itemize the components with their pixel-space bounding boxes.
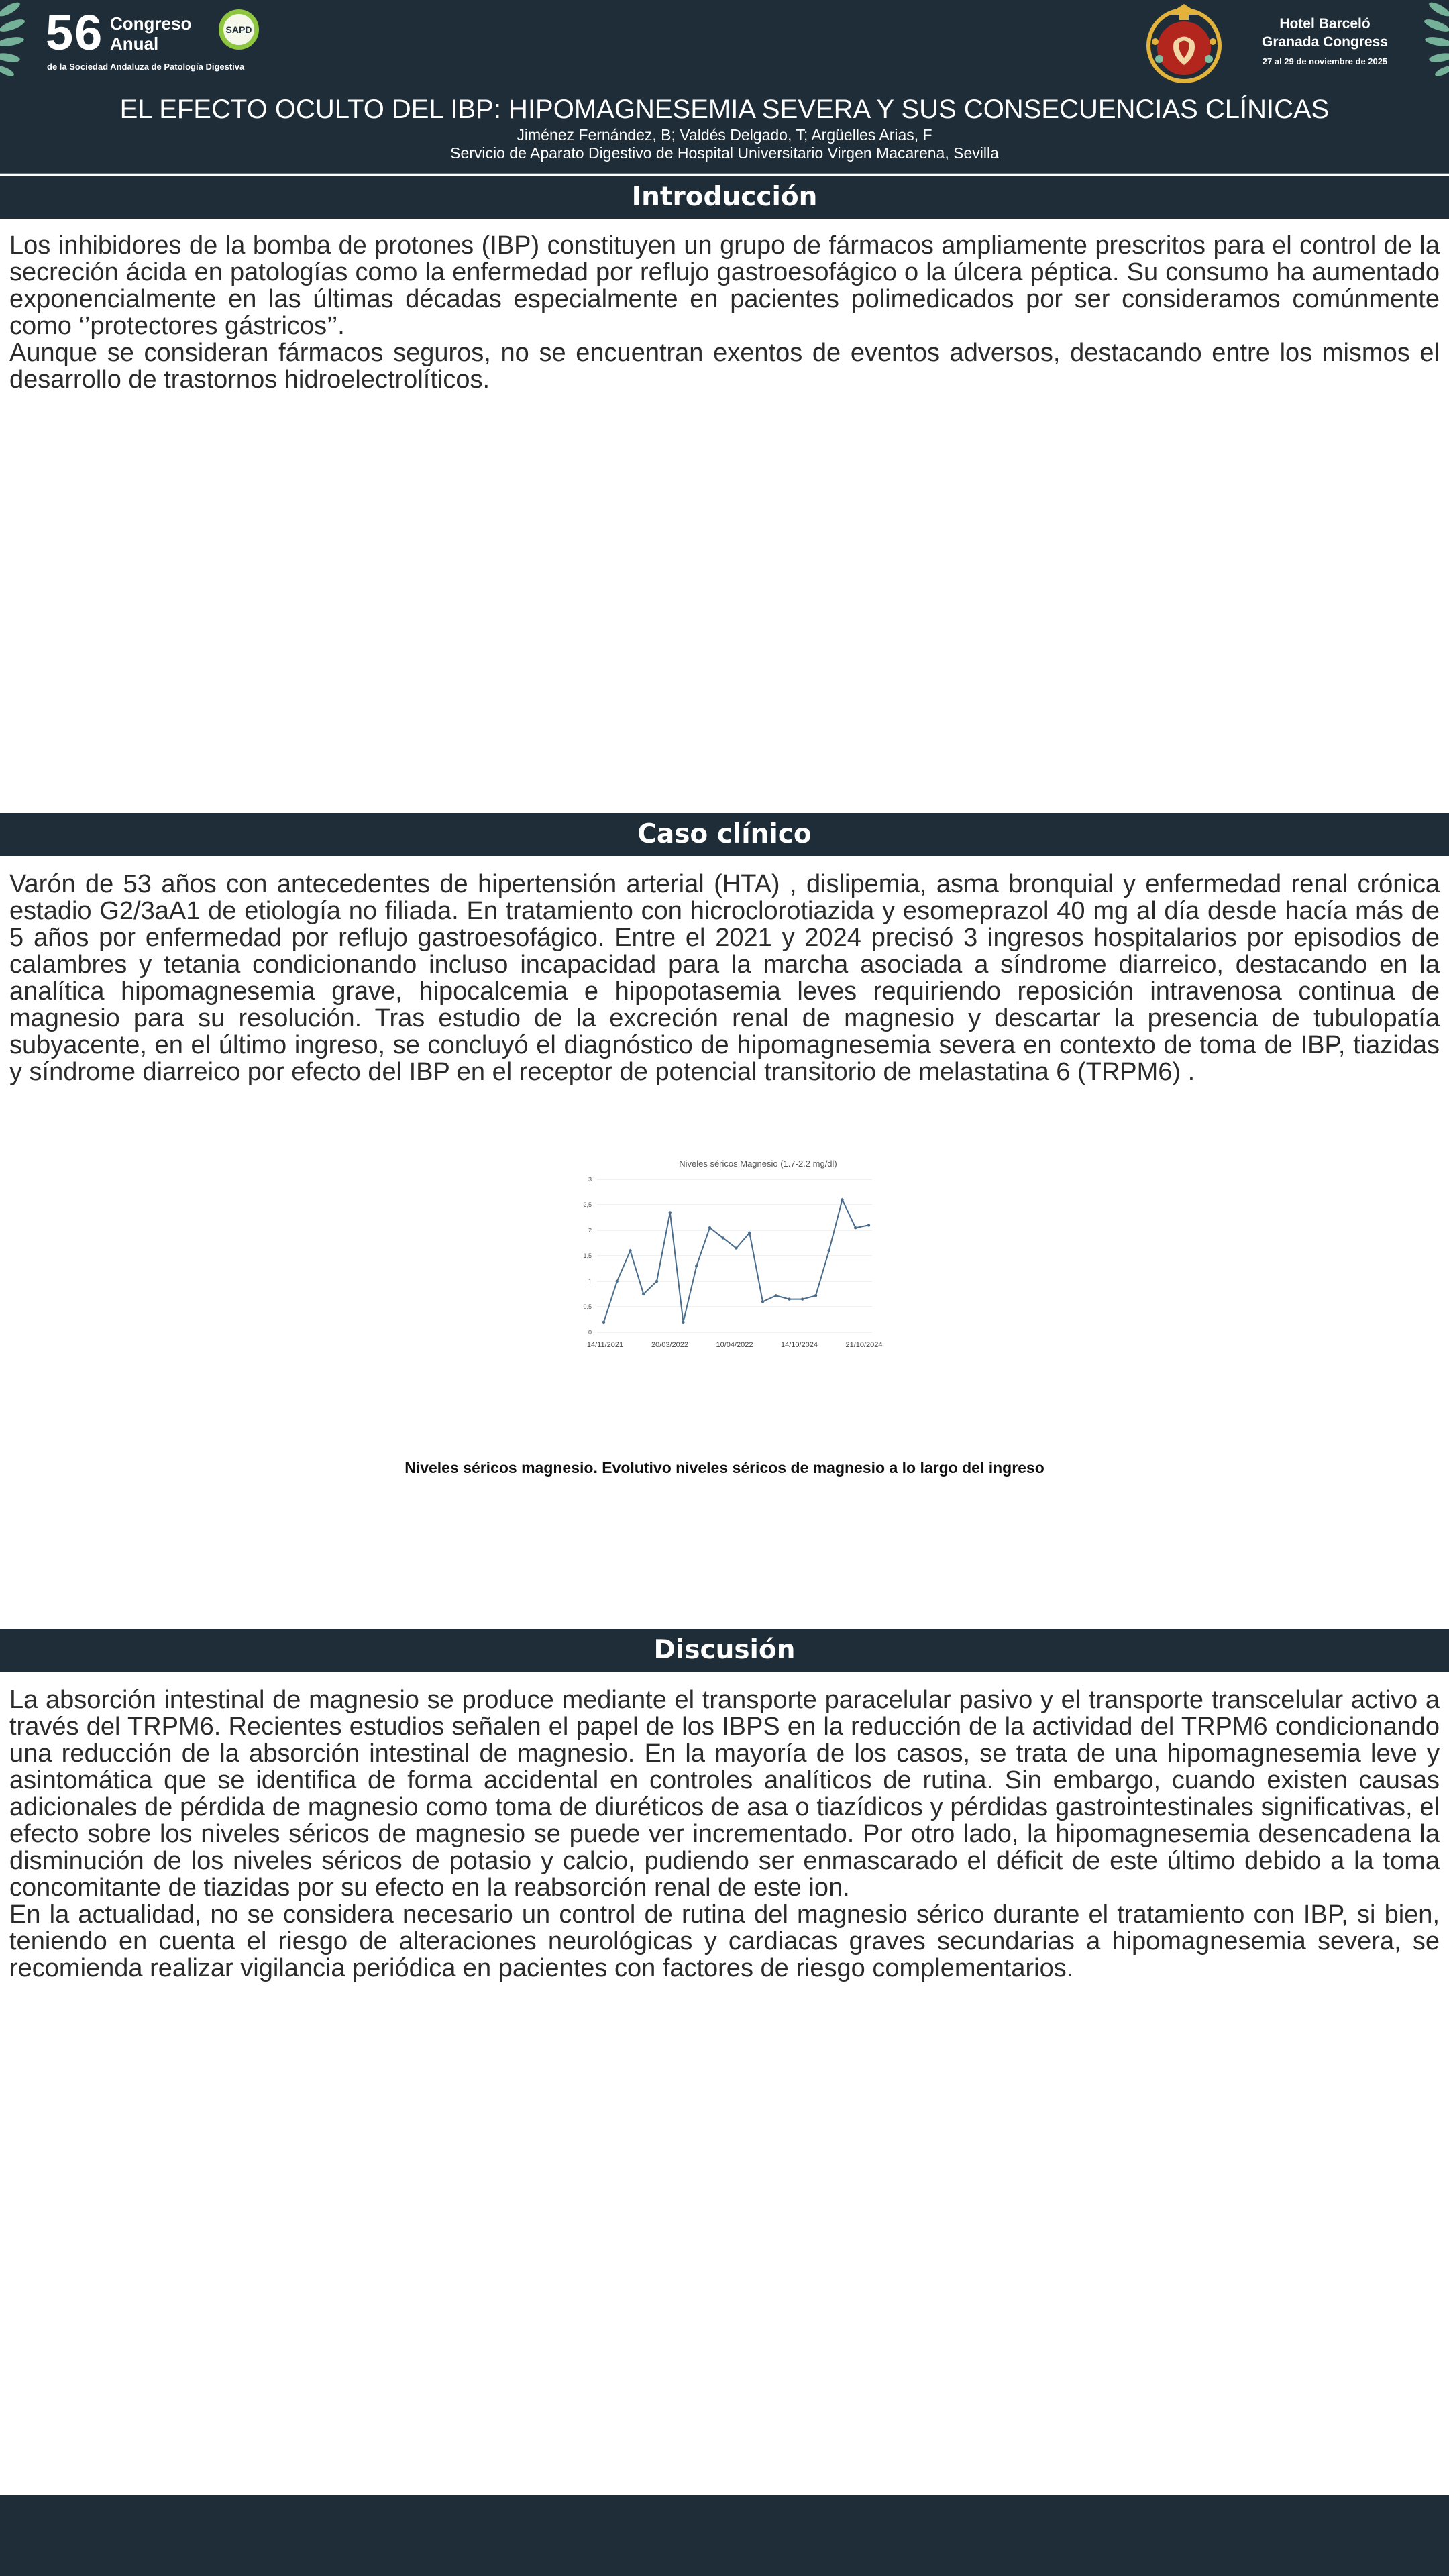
chart-series-line <box>604 1199 869 1322</box>
congress-number: 56 <box>46 5 104 60</box>
discussion-text <box>9 1686 1440 1982</box>
chart-x-tick-label: 14/11/2021 <box>586 1341 624 1349</box>
chart-x-tick-label: 14/10/2024 <box>780 1341 818 1349</box>
chart-y-tick-label: 0,5 <box>583 1303 592 1310</box>
congress-logo <box>46 5 287 72</box>
chart-data-point <box>602 1321 605 1324</box>
pomegranate-emblem-icon <box>1140 1 1228 86</box>
magnesium-chart-svg <box>570 1152 883 1354</box>
chart-data-point <box>788 1297 790 1300</box>
society-name: de la Sociedad Andaluza de Patología Digestiva <box>47 62 245 72</box>
sapd-badge-icon <box>217 8 260 51</box>
magnesium-chart <box>570 1152 883 1354</box>
congress-dates: 27 al 29 de noviembre de 2025 <box>1262 56 1388 66</box>
chart-data-point <box>801 1297 804 1300</box>
venue-name-line1: Hotel Barceló <box>1279 16 1371 32</box>
chart-data-point <box>867 1224 870 1226</box>
chart-data-point <box>642 1293 645 1295</box>
chart-y-tick-label: 0 <box>588 1329 592 1336</box>
chart-x-tick-label: 10/04/2022 <box>716 1341 753 1349</box>
chart-data-point <box>841 1198 843 1201</box>
chart-data-point <box>695 1265 698 1267</box>
intro-paragraph-2: Aunque se consideran fármacos seguros, no se encuentran exentos de eventos adversos, destacando entre los mismos el desarrollo de trastornos hidroelectrolíticos. <box>9 339 1440 394</box>
chart-data-point <box>775 1294 777 1297</box>
intro-heading: Introducción <box>0 176 1449 219</box>
annual-word: Anual <box>110 34 159 54</box>
chart-title: Niveles séricos Magnesio (1.7-2.2 mg/dl) <box>679 1159 837 1169</box>
chart-data-point <box>814 1294 817 1297</box>
leaf-decoration-left-icon <box>0 0 35 80</box>
case-paragraph-1: Varón de 53 años con antecedentes de hipertensión arterial (HTA) , dislipemia, asma bronquial y enfermedad renal crónica estadio G2/3aA1 de etiología no filiada. En tratamiento con hicroclorotiazida y esomeprazol 40 mg al día desde hacía más de 5 años por enfermedad por reflujo gastroesofágico. Entre el 2021 y 2024 precisó 3 ingresos hospitalarios por episodios de calambres y tetania condicionando incluso incapacidad para la marcha asociada a síndrome diarreico, destacando en la analítica hipomagnesemia grave, hipocalcemia e hipopotasemia leves requiriendo reposición intravenosa continua de magnesio para su resolución. Tras estudio de la excreción renal de magnesio y descartar la presencia de tubulopatía subyacente, en el último ingreso, se concluyó el diagnóstico de hipomagnesemia severa en contexto de toma de IBP, tiazidas y síndrome diarreico por efecto del IBP en el receptor de potencial transitorio de melastatina 6 (TRPM6) . <box>9 870 1440 1086</box>
chart-data-point <box>682 1321 684 1324</box>
chart-data-point <box>616 1280 619 1283</box>
chart-y-tick-label: 2 <box>588 1227 592 1234</box>
venue-name-line2: Granada Congress <box>1262 34 1388 50</box>
chart-data-point <box>655 1280 658 1283</box>
leaf-decoration-right-icon <box>1414 0 1449 80</box>
venue-logo <box>1254 15 1395 66</box>
case-heading: Caso clínico <box>0 813 1449 856</box>
discussion-paragraph-1: La absorción intestinal de magnesio se produce mediante el transporte paracelular pasivo y el transporte transcelular activo a través del TRPM6. Recientes estudios señalen el papel de los IBPS en la reducción de la actividad del TRPM6 condicionando una reducción de la absorción intestinal de magnesio. En la mayoría de los casos, se trata de una hipomagnesemia leve y asintomática que se identifica de forma accidental en controles analíticos de rutina. Sin embargo, cuando existen causas adicionales de pérdida de magnesio como toma de diuréticos de asa o tiazídicos y pérdidas gastrointestinales significativas, el efecto sobre los niveles séricos de magnesio se puede ver incrementado. Por otro lado, la hipomagnesemia desencadena la disminución de los niveles séricos de potasio y calcio, pudiendo ser enmascarado el déficit de este último debido a la toma concomitante de tiazidas por su efecto en la reabsorción renal de este ion. <box>9 1686 1440 1902</box>
chart-data-point <box>854 1226 857 1229</box>
poster-authors: Jiménez Fernández, B; Valdés Delgado, T; Argüelles Arias, F <box>517 126 932 144</box>
chart-x-tick-label: 20/03/2022 <box>651 1341 689 1349</box>
intro-text <box>9 232 1440 393</box>
chart-x-tick-label: 21/10/2024 <box>845 1341 883 1349</box>
chart-data-point <box>735 1246 737 1249</box>
chart-data-point <box>761 1300 764 1303</box>
chart-y-tick-label: 2,5 <box>583 1201 592 1208</box>
poster-footer <box>0 2496 1449 2576</box>
chart-y-tick-label: 3 <box>588 1176 592 1183</box>
chart-caption: Niveles séricos magnesio. Evolutivo niveles séricos de magnesio a lo largo del ingreso <box>405 1459 1044 1477</box>
intro-paragraph-1: Los inhibidores de la bomba de protones (IBP) constituyen un grupo de fármacos ampliamente prescritos para el control de la secreción ácida en patologías como la enfermedad por reflujo gastroesofágico o la úlcera péptica. Su consumo ha aumentado exponencialmente en las últimas décadas especialmente en pacientes polimedicados por ser consideramos comúnmente como ‘’protectores gástricos’’. <box>9 231 1440 340</box>
discussion-heading: Discusión <box>0 1629 1449 1672</box>
poster-affiliation: Servicio de Aparato Digestivo de Hospital Universitario Virgen Macarena, Sevilla <box>450 144 999 162</box>
chart-data-point <box>629 1249 631 1252</box>
chart-y-tick-label: 1 <box>588 1278 592 1285</box>
chart-data-point <box>828 1249 830 1252</box>
chart-data-point <box>669 1211 672 1214</box>
discussion-paragraph-2: En la actualidad, no se considera necesario un control de rutina del magnesio sérico durante el tratamiento con IBP, si bien, teniendo en cuenta el riesgo de alteraciones neurológicas y cardiacas graves secundarias a hipomagnesemia severa, se recomienda realizar vigilancia periódica en pacientes con factores de riesgo complementarios. <box>9 1900 1440 1982</box>
poster-title: EL EFECTO OCULTO DEL IBP: HIPOMAGNESEMIA SEVERA Y SUS CONSECUENCIAS CLÍNICAS <box>119 95 1330 124</box>
chart-data-point <box>708 1226 711 1229</box>
case-text <box>9 871 1440 1085</box>
poster-header <box>0 0 1449 174</box>
sapd-badge-text: SAPD <box>225 24 252 35</box>
title-block <box>0 94 1449 162</box>
chart-data-point <box>722 1236 724 1239</box>
chart-y-tick-label: 1,5 <box>583 1252 592 1259</box>
congress-word: Congreso <box>110 13 192 34</box>
chart-data-point <box>748 1232 751 1234</box>
